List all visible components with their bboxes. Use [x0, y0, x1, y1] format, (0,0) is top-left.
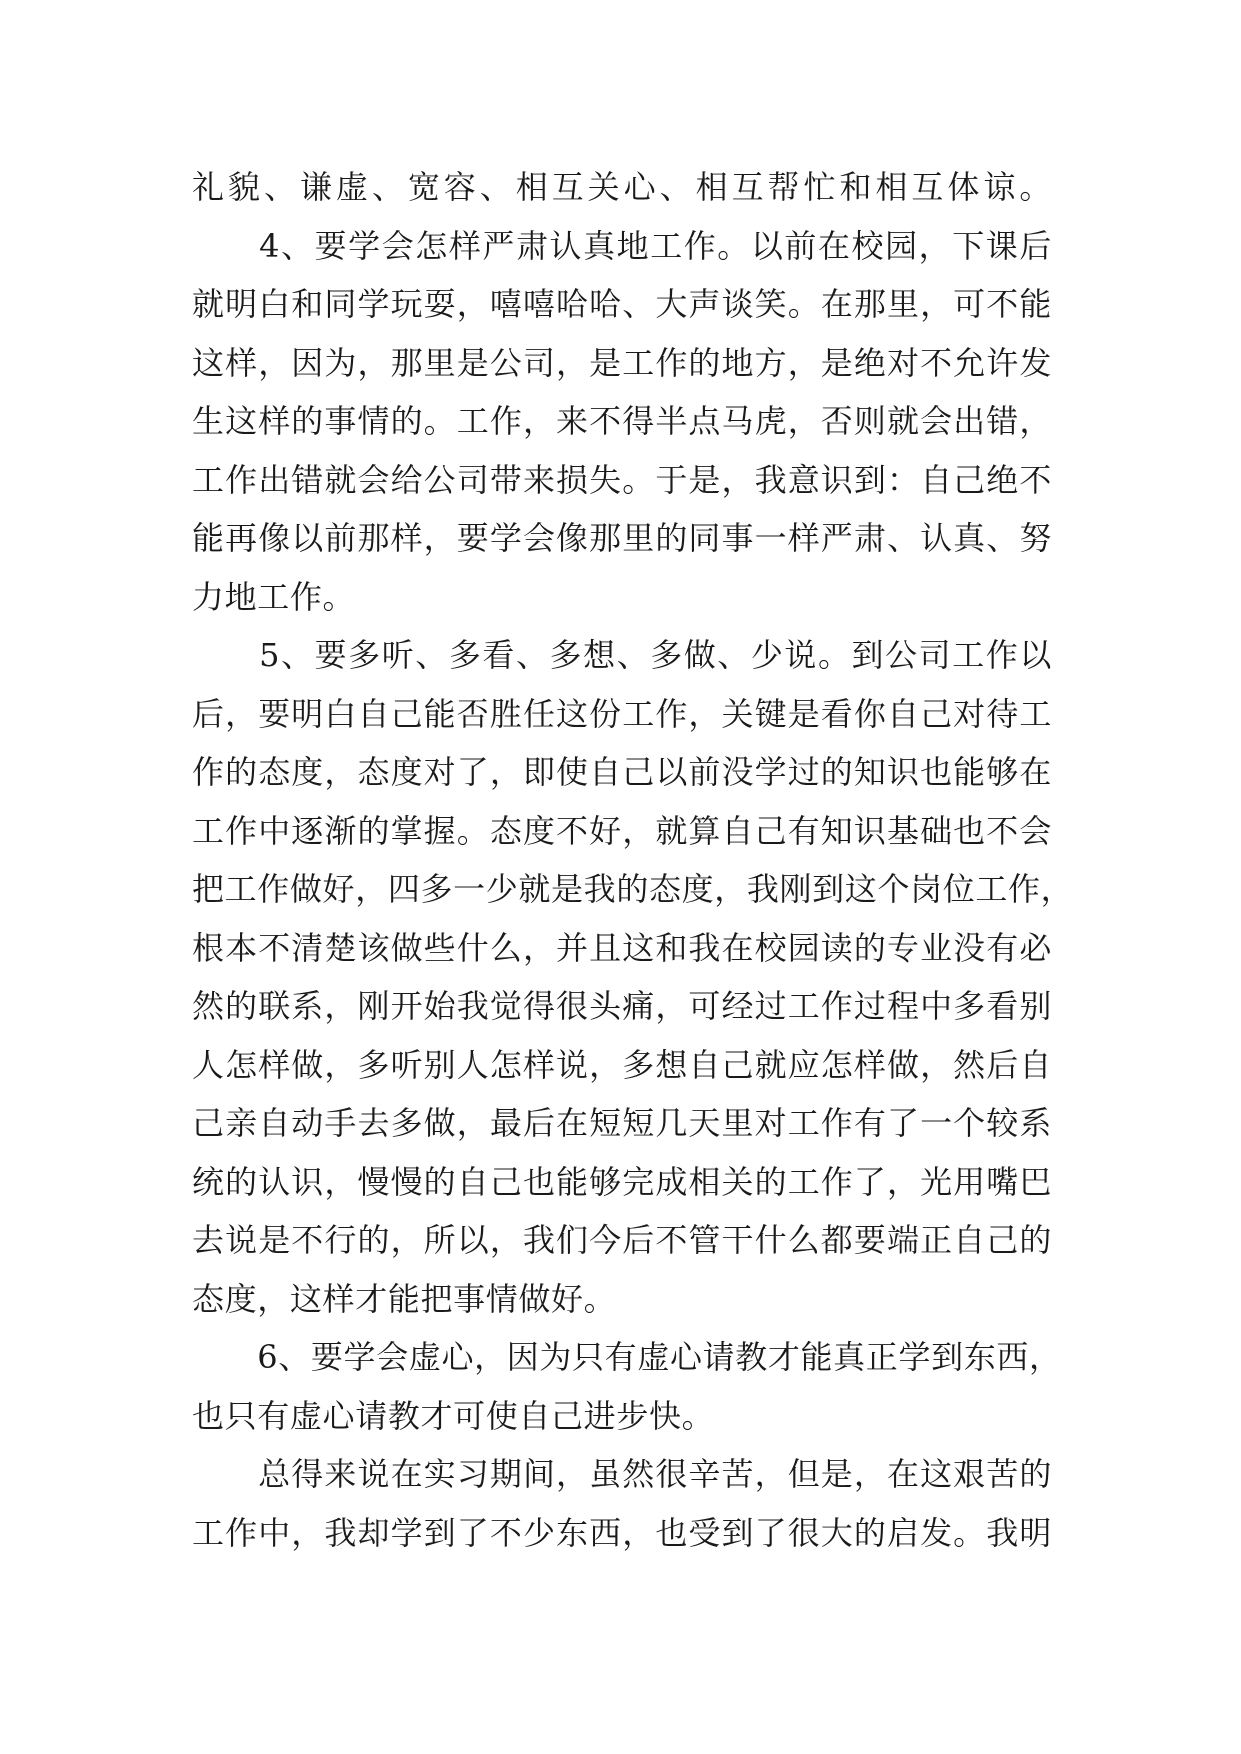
text-line: 人怎样做，多听别人怎样说，多想自己就应怎样做，然后自 [192, 1045, 1052, 1084]
document-body [192, 158, 1074, 1562]
text-line: 也只有虚心请教才可使自己进步快。 [192, 1396, 715, 1435]
text-line: 工作中逐渐的掌握。态度不好，就算自己有知识基础也不会 [192, 811, 1052, 850]
text-line: 就明白和同学玩耍，嘻嘻哈哈、大声谈笑。在那里，可不能 [192, 285, 1052, 323]
text-line: 后，要明白自己能否胜任这份工作，关键是看你自己对待工 [192, 694, 1052, 733]
text-line: 统的认识，慢慢的自己也能够完成相关的工作了，光用嘴巴 [192, 1162, 1052, 1201]
text-line: 把工作做好，四多一少就是我的态度，我刚到这个岗位工作， [192, 870, 1074, 908]
text-line: 工作出错就会给公司带来损失。于是，我意识到：自己绝不 [192, 460, 1052, 499]
text-line: 生这样的事情的。工作，来不得半点马虎，否则就会出错， [192, 402, 1052, 440]
text-line: 5、要多听、多看、多想、多做、少说。到公司工作以 [192, 636, 1052, 674]
text-line: 礼貌、谦虚、宽容、相互关心、相互帮忙和相互体谅。 [192, 168, 1052, 206]
text-line: 这样，因为，那里是公司，是工作的地方，是绝对不允许发 [192, 343, 1052, 382]
text-line: 根本不清楚该做些什么，并且这和我在校园读的专业没有必 [192, 928, 1052, 967]
text-line: 然的联系，刚开始我觉得很头痛，可经过工作过程中多看别 [192, 987, 1052, 1025]
text-line: 6、要学会虚心，因为只有虚心请教才能真正学到东西， [192, 1338, 1062, 1376]
text-line: 去说是不行的，所以，我们今后不管干什么都要端正自己的 [192, 1221, 1052, 1259]
text-line: 态度，这样才能把事情做好。 [192, 1279, 617, 1318]
text-line: 4、要学会怎样严肃认真地工作。以前在校园，下课后 [192, 226, 1052, 265]
text-line: 作的态度，态度对了，即使自己以前没学过的知识也能够在 [192, 753, 1052, 791]
text-line: 力地工作。 [192, 577, 356, 616]
text-line: 能再像以前那样，要学会像那里的同事一样严肃、认真、努 [192, 519, 1052, 557]
text-line: 总得来说在实习期间，虽然很辛苦，但是，在这艰苦的 [192, 1455, 1052, 1493]
text-line: 工作中，我却学到了不少东西，也受到了很大的启发。我明 [192, 1513, 1052, 1552]
text-line: 己亲自动手去多做，最后在短短几天里对工作有了一个较系 [192, 1104, 1052, 1142]
